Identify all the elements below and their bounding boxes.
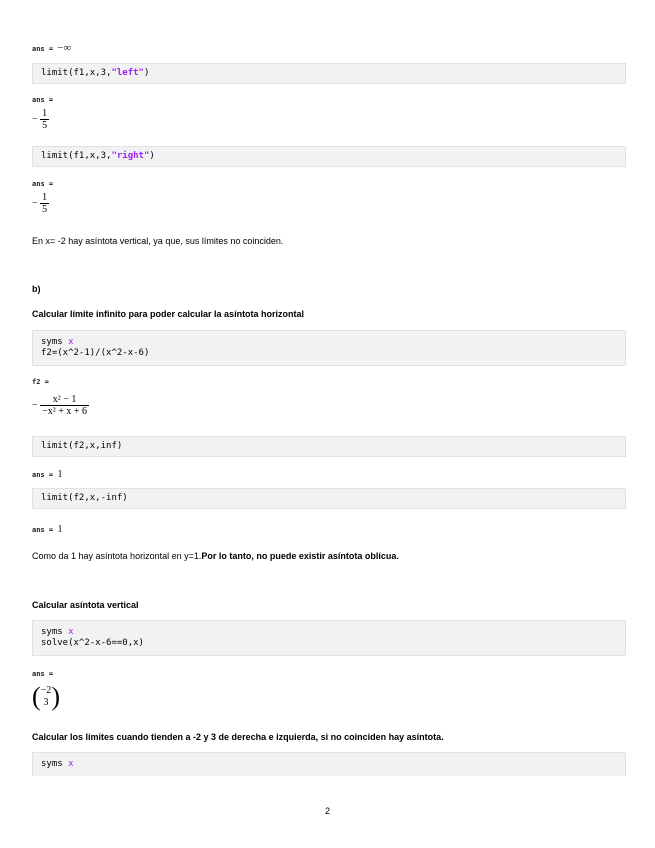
output-ans-one [32,468,63,480]
code-line: f2=(x^2-1)/(x^2-x-6) [41,348,150,358]
code-string: "left" [111,68,144,78]
output-f2-expression [32,394,89,417]
ans-label: ans = [32,471,54,479]
ans-label: ans = [32,96,54,104]
output-neg-one-fifth [32,192,49,215]
fraction-numerator: x² − 1 [40,394,89,406]
ans-label: ans = [32,670,54,678]
paragraph-horizontal-asymptote [32,551,399,561]
f2-label: f2 = [32,378,49,386]
neg-sign: − [32,197,38,209]
code-text: syms [41,627,69,637]
code-text: ) [149,151,155,161]
output-ans-neg-inf [32,42,71,54]
code-block-solve[interactable] [32,620,626,656]
vector-entry: 3 [43,697,49,708]
page-number: 2 [324,806,330,816]
code-block-limit-left[interactable] [32,63,626,84]
output-ans-label [32,96,53,104]
fraction [40,394,89,417]
code-string: "right" [111,151,150,161]
ans-value: −∞ [57,42,72,54]
heading-vertical-asymptote: Calcular asíntota vertical [32,600,139,610]
code-block-limit-inf[interactable] [32,436,626,457]
ans-value: 1 [57,468,63,480]
fraction-denominator: 5 [42,120,48,131]
output-neg-one-fifth [32,108,49,131]
code-line [41,337,625,348]
fraction-denominator: 5 [42,204,48,215]
output-ans-label [32,670,53,678]
code-block-limit-neg-inf[interactable] [32,488,626,509]
vector [41,685,52,709]
code-symbol: x [68,627,74,637]
vector-entry: −2 [40,685,52,696]
code-line: limit(f2,x,-inf) [41,493,128,503]
left-paren: ( [32,682,41,711]
code-line: limit(f2,x,inf) [41,441,123,451]
code-line [41,627,625,638]
text-bold: Por lo tanto, no puede existir asíntota oblícua. [201,551,399,561]
neg-sign: − [32,113,38,125]
code-text: limit(f1,x,3, [41,68,112,78]
code-symbol: x [68,759,74,769]
code-line: solve(x^2-x-6==0,x) [41,638,144,648]
fraction-numerator: 1 [42,108,48,119]
code-block-limit-right[interactable] [32,146,626,167]
heading-limits: Calcular los límites cuando tienden a -2 y 3 de derecha e izquierda, si no coinciden hay asíntota. [32,732,444,742]
code-text: syms [41,759,69,769]
code-text: limit(f1,x,3, [41,151,112,161]
ans-label: ans = [32,180,54,188]
fraction-denominator: −x² + x + 6 [42,406,88,417]
ans-label: ans = [32,45,54,53]
fraction-numerator: 1 [42,192,48,203]
fraction [40,108,49,131]
code-block-define-f2[interactable] [32,330,626,366]
section-label-b: b) [32,284,41,294]
code-line [41,151,625,162]
paragraph-vertical-asymptote: En x= -2 hay asíntota vertical, ya que, sus límites no coinciden. [32,236,284,246]
code-text: syms [41,337,69,347]
output-ans-one [32,523,63,535]
code-text: ) [143,68,150,78]
right-paren: ) [51,682,60,711]
output-ans-label [32,180,53,188]
ans-label: ans = [32,526,54,534]
ans-value: 1 [57,523,63,535]
output-f2-label [32,378,49,386]
code-line [41,759,625,770]
neg-sign: − [32,399,38,411]
heading-horizontal-asymptote: Calcular límite infinito para poder calcular la asíntota horizontal [32,309,305,319]
code-block-syms[interactable] [32,752,626,776]
text-normal: Como da 1 hay asíntota horizontal en y=1. [32,551,202,561]
fraction [40,192,49,215]
output-solution-vector [32,684,60,710]
code-line [41,68,625,79]
code-symbol: x [68,337,74,347]
